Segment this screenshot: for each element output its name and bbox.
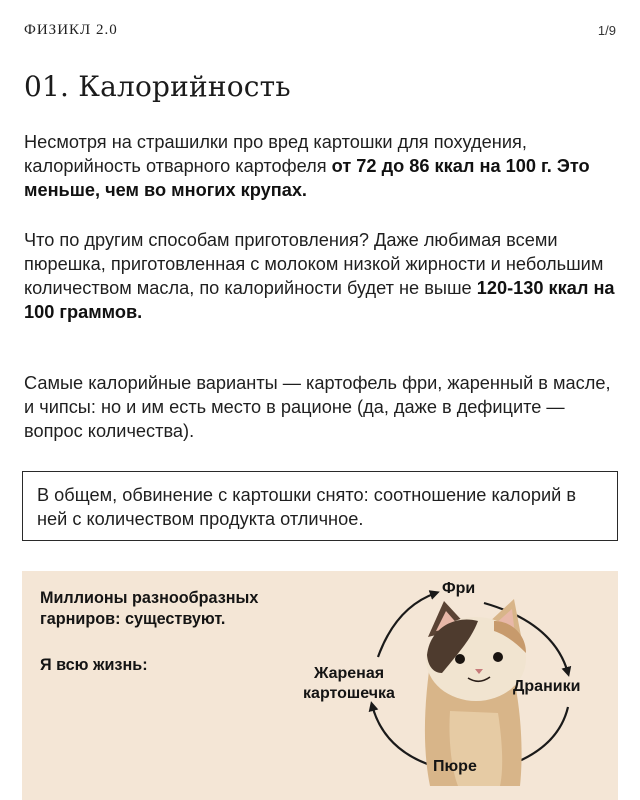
page-title: 01. Калорийность	[24, 70, 291, 103]
cycle-label-zharenaya: Жареная картошечка	[303, 665, 395, 702]
paragraph-calories-mashed	[24, 228, 624, 324]
meme-panel	[22, 571, 618, 800]
cycle-label-draniki: Драники	[513, 678, 581, 695]
paragraph-text: Что по другим способам приготовления? Даже любимая всеми пюрешка, приготовленная с молоком низкой жирности и небольшим количеством масла, по калорийности будет не выше	[24, 230, 604, 298]
meme-caption-me: Я всю жизнь:	[40, 656, 148, 674]
potato-cycle-diagram	[272, 571, 618, 800]
meme-caption-top: Миллионы разнообразных гарниров: существуют.	[40, 589, 259, 628]
paragraph-bold: 120-130 ккал на 100 граммов.	[24, 278, 615, 322]
paragraph-text: Несмотря на страшилки про вред картошки для похудения, калорийность отварного картофеля	[24, 132, 527, 176]
header-bar	[24, 18, 616, 42]
cycle-label-fri: Фри	[442, 580, 476, 597]
arrow-zharenaya-to-fri	[378, 593, 436, 657]
paragraph-calories-fried: Самые калорийные варианты — картофель фри, жаренный в масле, и чипсы: но и им есть место в рационе (да, даже в дефиците — вопрос количества).	[24, 373, 611, 441]
page-counter: 1/9	[597, 22, 616, 38]
paragraph-calories-boiled	[24, 130, 624, 202]
conclusion-callout: В общем, обвинение с картошки снято: соотношение калорий в ней с количеством продукта отличное.	[22, 471, 618, 541]
brand-logo: ФИЗИКЛ 2.0	[24, 21, 118, 38]
cycle-label-pyure: Пюре	[433, 758, 477, 775]
paragraph-bold: от 72 до 86 ккал на 100 г. Это меньше, чем во многих крупах.	[24, 156, 590, 200]
